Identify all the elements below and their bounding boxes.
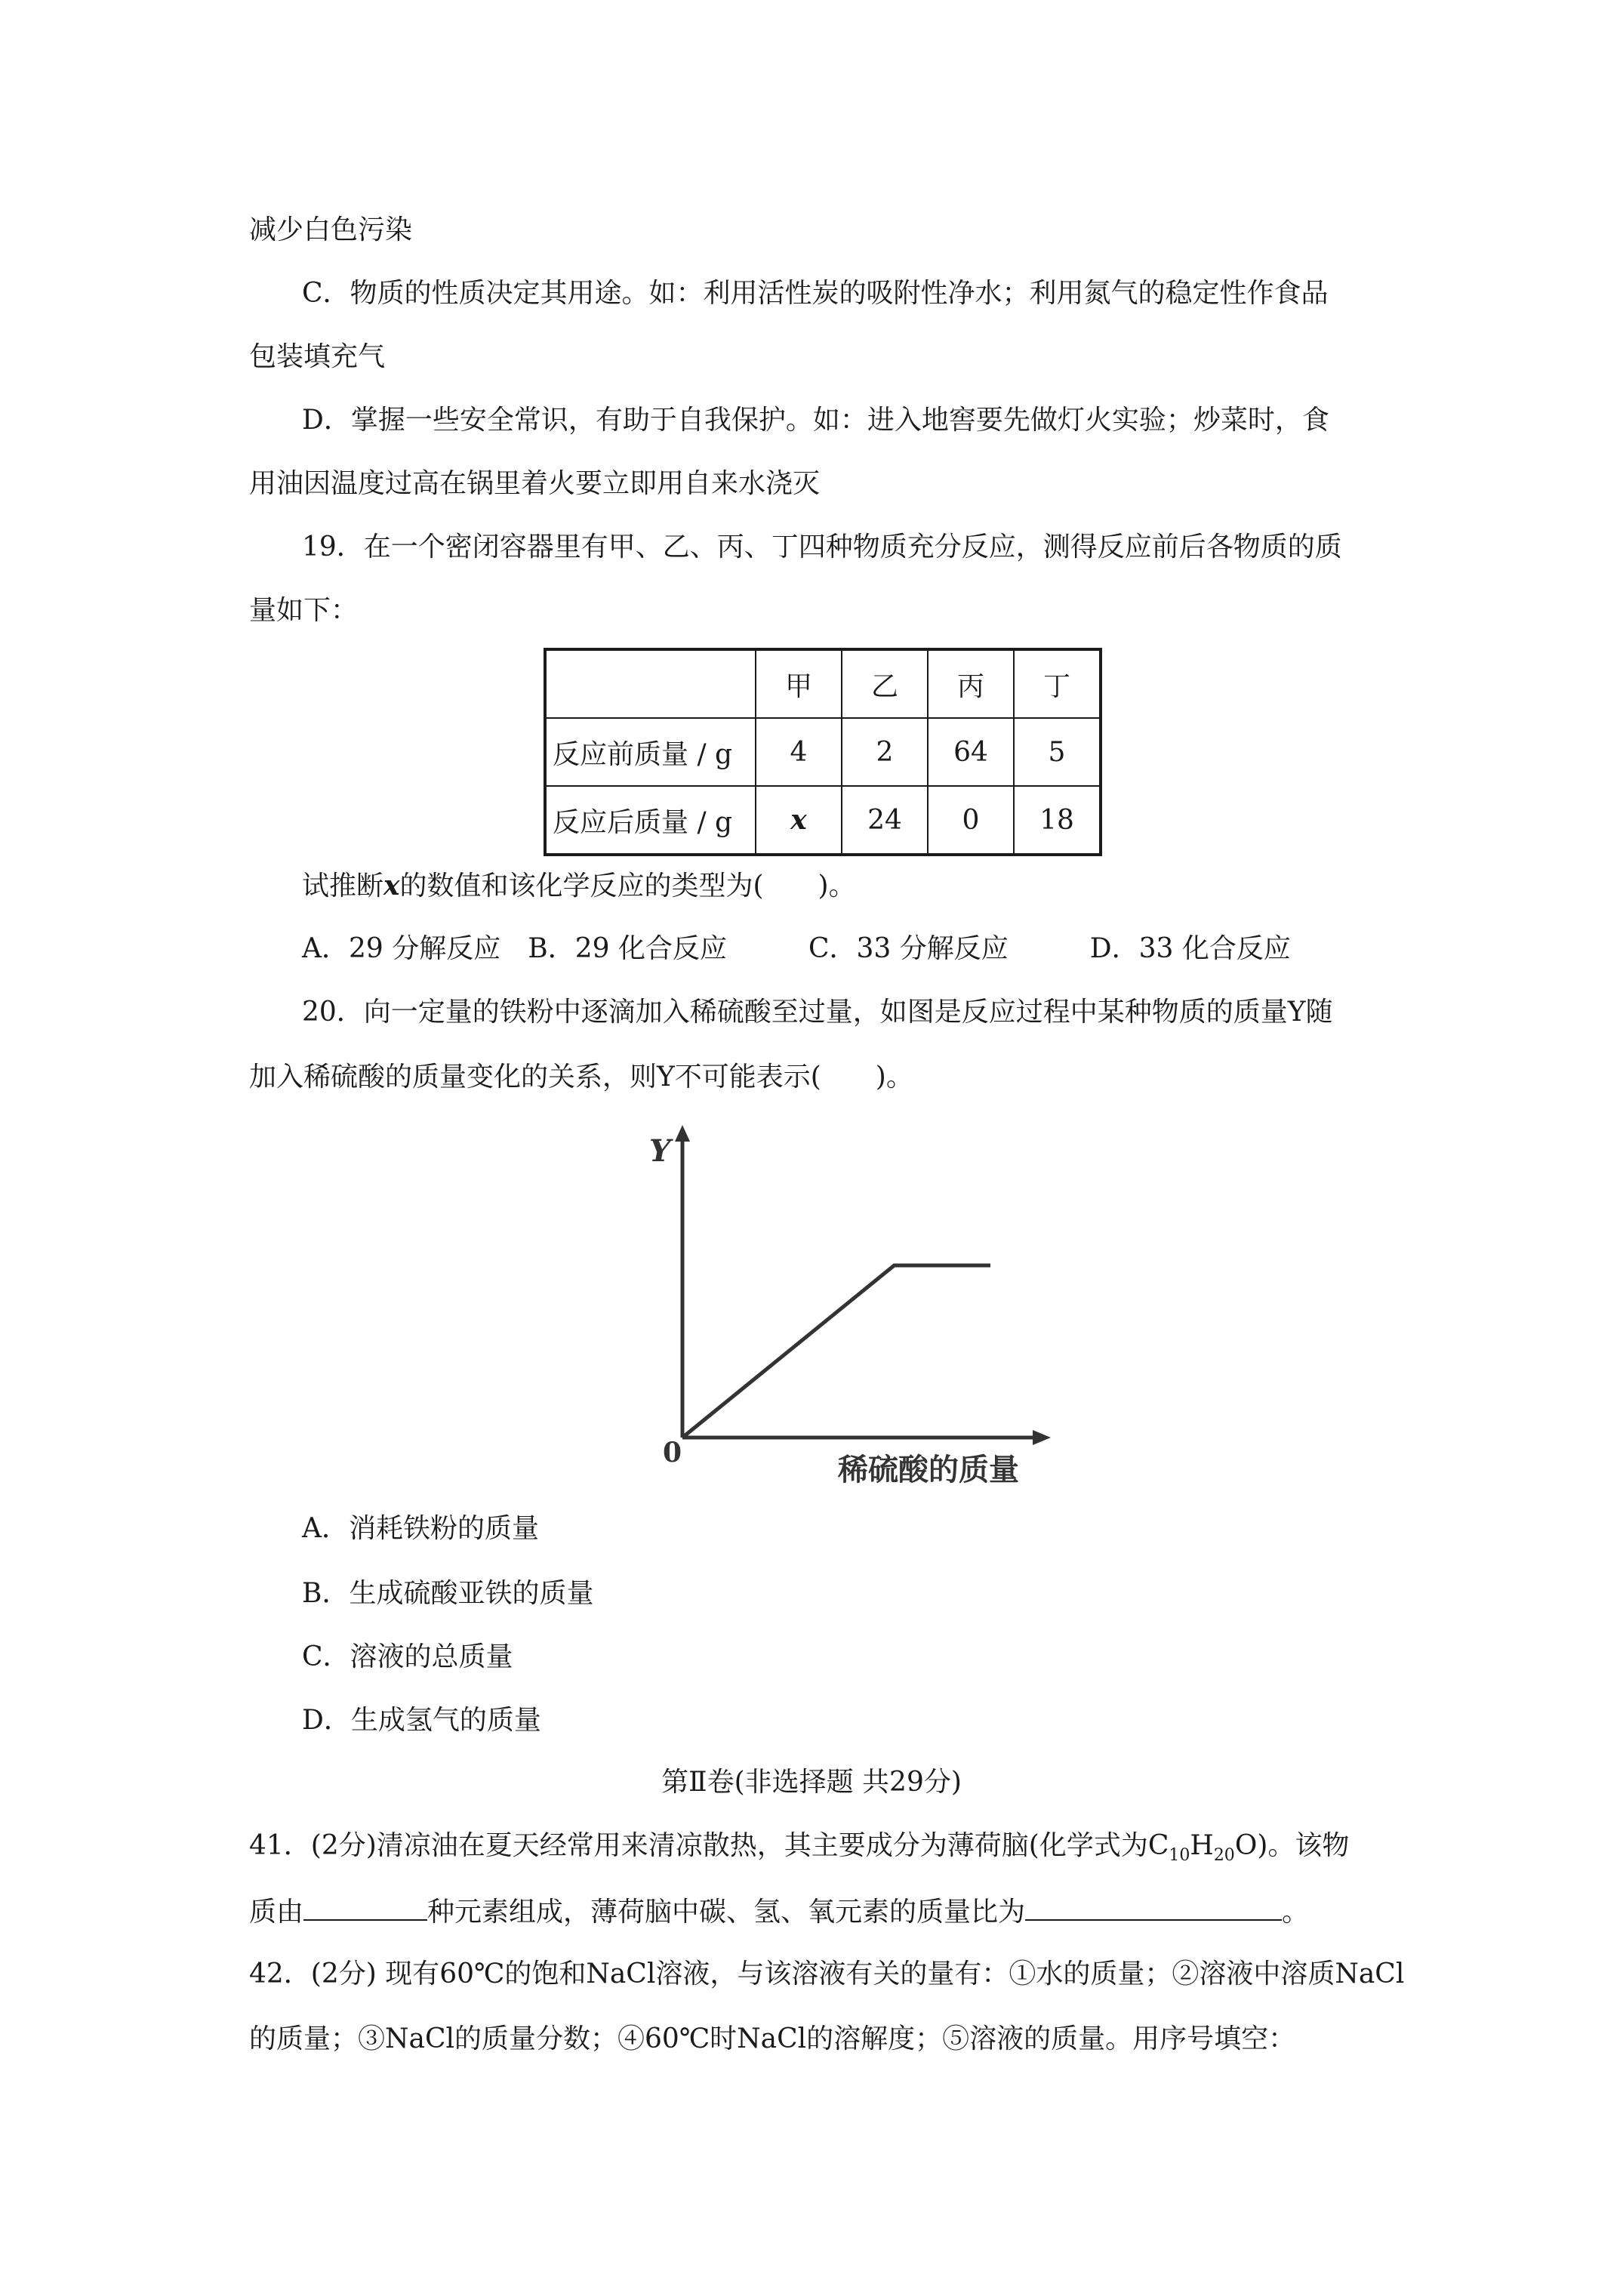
question-42-line1: 42．(2分) 现有60℃的饱和NaCl溶液，与该溶液有关的量有：①水的质量；②溶液中溶质NaCl (249, 1959, 1405, 1989)
cell-before-bing: 64 (928, 718, 1014, 786)
origin-label: 0 (663, 1437, 682, 1469)
q41-subscript-c: 10 (1169, 1846, 1190, 1865)
option-b-continuation: 减少白色污染 (249, 214, 413, 245)
cell-after-jia: x (756, 786, 842, 855)
table-header-row (545, 649, 1101, 718)
series-line (682, 1265, 990, 1438)
q41-text-a: 41．(2分)清凉油在夏天经常用来清凉散热，其主要成分为薄荷脑(化学式为C (249, 1830, 1169, 1861)
row-label-after: 反应后质量 / g (545, 786, 756, 855)
header-yi: 乙 (842, 649, 928, 718)
answer-blank-mass-ratio[interactable] (1025, 1892, 1282, 1921)
q41-text-2c: 。 (1282, 1897, 1310, 1928)
cell-after-ding: 18 (1014, 786, 1101, 855)
q41-text-2b: 种元素组成，薄荷脑中碳、氢、氧元素的质量比为 (427, 1897, 1026, 1928)
option-c-line2: 包装填充气 (249, 341, 386, 372)
option-d-line1: D．掌握一些安全常识，有助于自我保护。如：进入地窖要先做灯火实验；炒菜时，食 (302, 405, 1329, 436)
answer-blank-elements[interactable] (303, 1892, 427, 1921)
q41-text-b: O)。该物 (1234, 1830, 1350, 1861)
question-20-option-b: B．生成硫酸亚铁的质量 (302, 1578, 594, 1609)
cell-before-yi: 2 (842, 718, 928, 786)
question-20-line1: 20．向一定量的铁粉中逐滴加入稀硫酸至过量，如图是反应过程中某种物质的质量Y随 (302, 997, 1333, 1028)
question-41-line2 (249, 1892, 1309, 1931)
question-19-ask (302, 867, 856, 905)
y-axis-arrow-icon (675, 1125, 690, 1142)
question-19-choices: A．29 分解反应 B．29 化合反应 C．33 分解反应 D．33 化合反应 (302, 933, 1291, 964)
question-19-line2: 量如下： (249, 595, 359, 626)
section-2-heading: 第Ⅱ卷(非选择题 共29分) (661, 1767, 962, 1798)
q41-subscript-h: 20 (1213, 1846, 1235, 1865)
header-ding: 丁 (1014, 649, 1101, 718)
ask-text-a: 试推断 (302, 871, 384, 901)
row-label-before: 反应前质量 / g (545, 718, 756, 786)
x-axis-arrow-icon (1033, 1430, 1051, 1445)
table-corner-cell (545, 649, 756, 718)
option-c-line1: C．物质的性质决定其用途。如：利用活性炭的吸附性净水；利用氮气的稳定性作食品 (302, 278, 1329, 309)
question-20-line2: 加入稀硫酸的质量变化的关系，则Y不可能表示( )。 (249, 1062, 913, 1093)
cell-after-bing: 0 (928, 786, 1014, 855)
question-20-option-d: D．生成氢气的质量 (302, 1705, 541, 1736)
cell-after-yi: 24 (842, 786, 928, 855)
y-axis-label: Y (649, 1133, 671, 1169)
x-axis-label: 稀硫酸的质量 (838, 1452, 1019, 1487)
cell-before-ding: 5 (1014, 718, 1101, 786)
table-row (545, 786, 1101, 855)
q41-text-2a: 质由 (249, 1897, 304, 1928)
question-19-line1: 19．在一个密闭容器里有甲、乙、丙、丁四种物质充分反应，测得反应前后各物质的质 (302, 532, 1342, 562)
q41-text-h: H (1190, 1830, 1214, 1861)
ask-text-b: 的数值和该化学反应的类型为( )。 (399, 871, 856, 901)
question-20-chart (619, 1125, 1072, 1495)
table-row (545, 718, 1101, 786)
question-20-option-a: A．消耗铁粉的质量 (302, 1513, 539, 1544)
variable-x: x (383, 870, 400, 901)
question-42-line2: 的质量；③NaCl的质量分数；④60℃时NaCl的溶解度；⑤溶液的质量。用序号填空： (249, 2023, 1296, 2054)
option-d-line2: 用油因温度过高在锅里着火要立即用自来水浇灭 (249, 468, 821, 499)
question-41-line1 (249, 1827, 1349, 1865)
mass-table (544, 648, 1102, 856)
header-bing: 丙 (928, 649, 1014, 718)
question-20-option-c: C．溶液的总质量 (302, 1641, 513, 1672)
header-jia: 甲 (756, 649, 842, 718)
cell-before-jia: 4 (756, 718, 842, 786)
